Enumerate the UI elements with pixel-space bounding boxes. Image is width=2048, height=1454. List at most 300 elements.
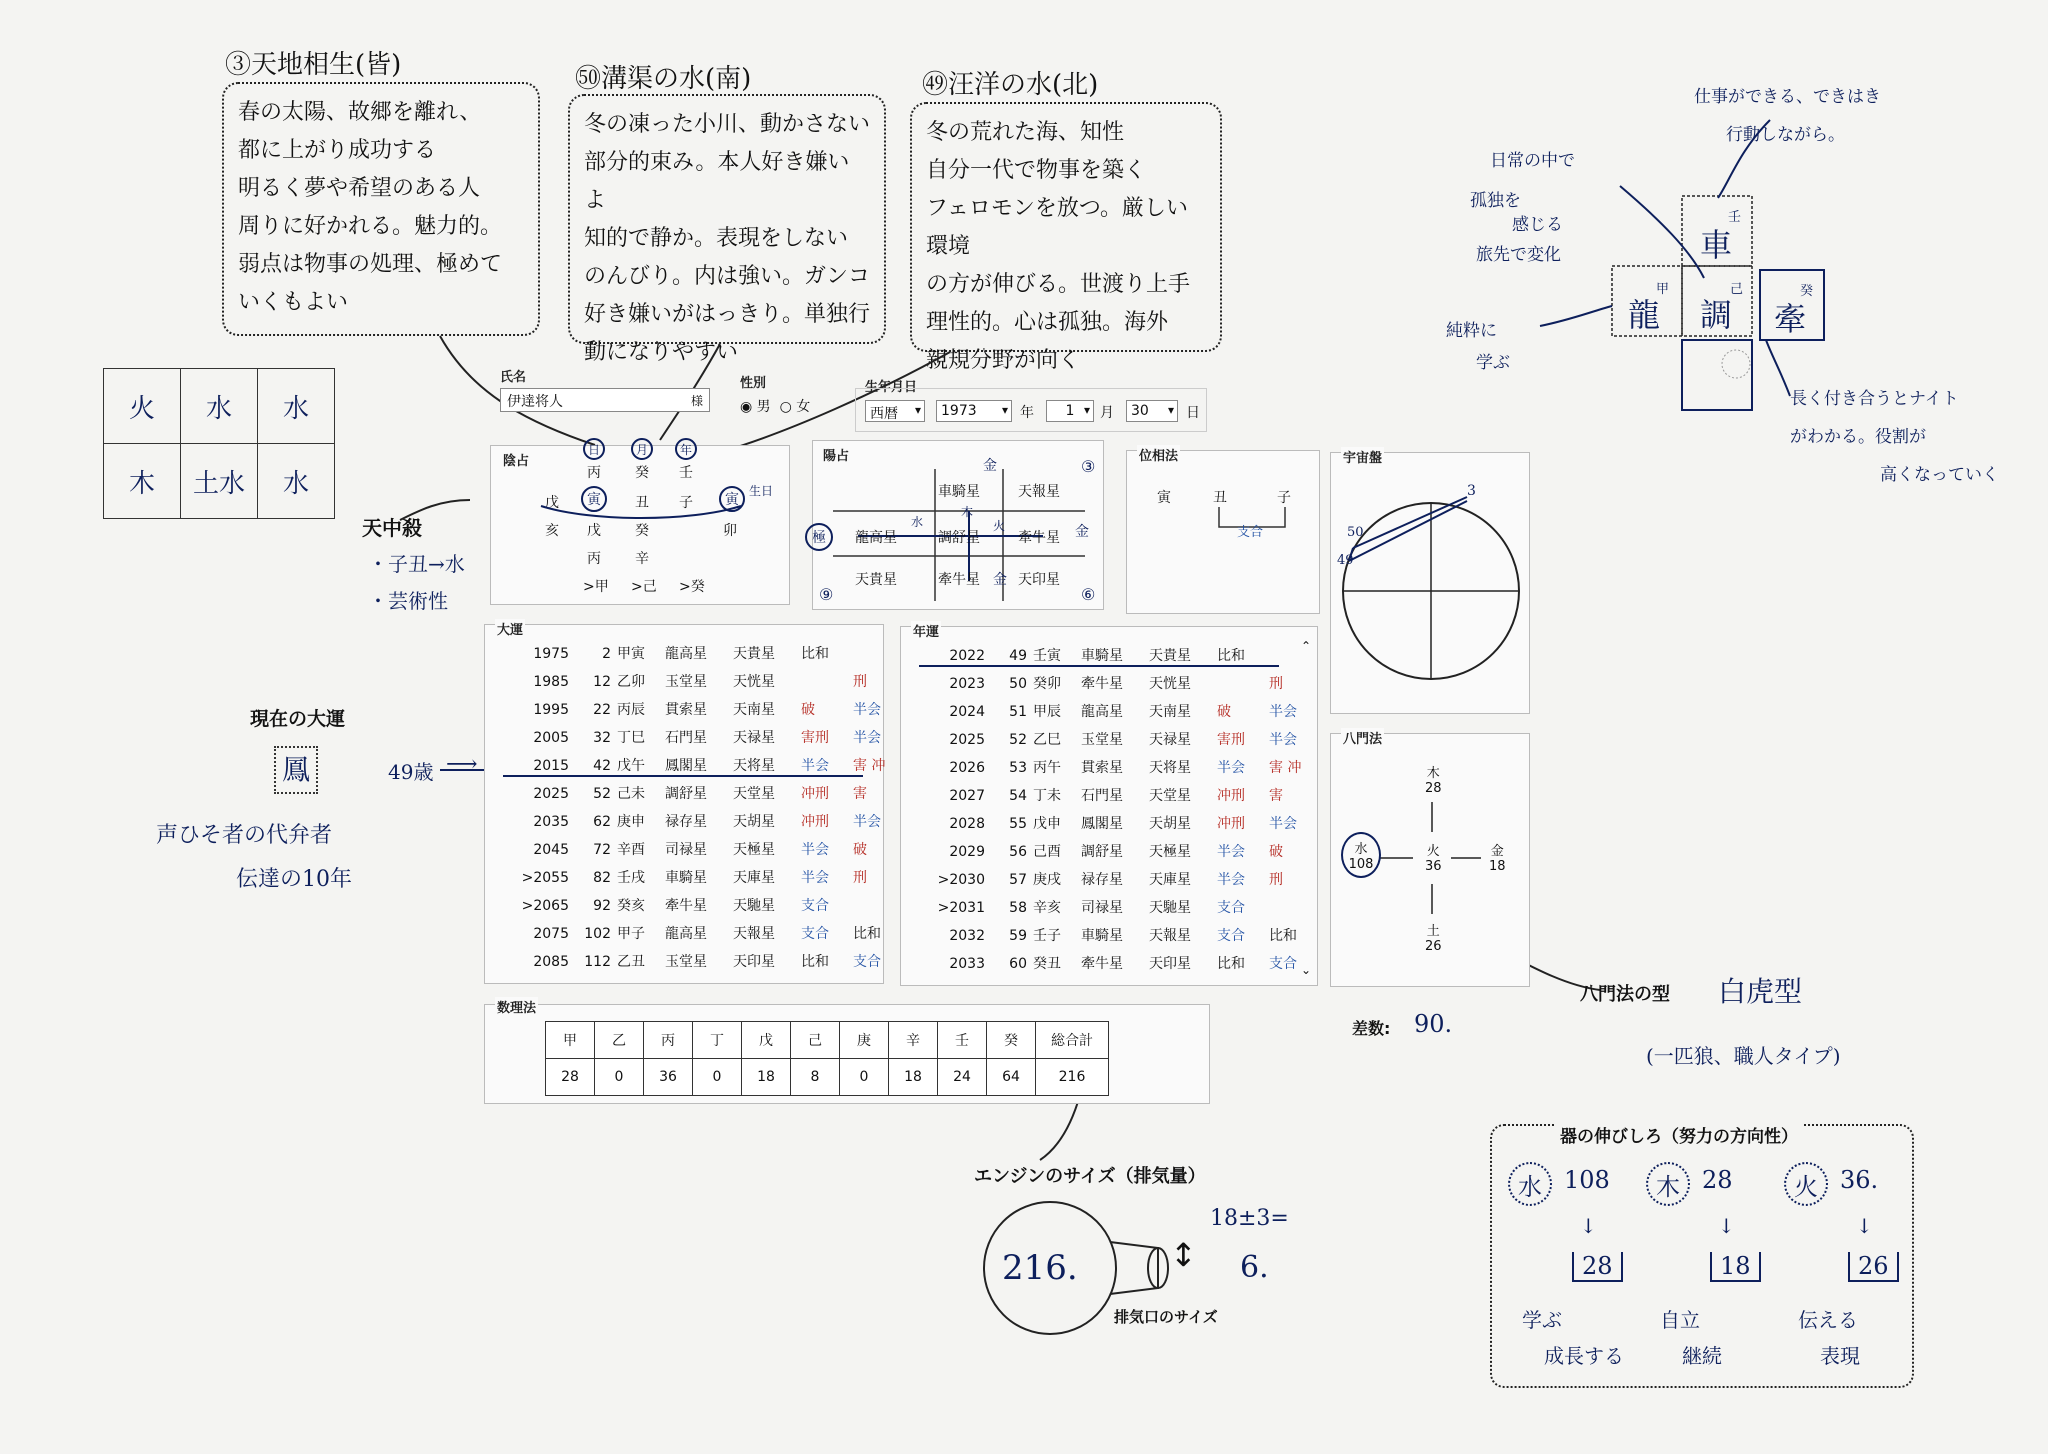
tenchusatsu-title: 天中殺 xyxy=(362,516,422,540)
taiun-year: >2065 xyxy=(521,898,569,914)
arrow-down-icon: ↓ xyxy=(1718,1214,1735,1238)
yosen-cell: 牽牛星 xyxy=(938,572,980,588)
cross-note: 感じる xyxy=(1512,215,1563,235)
sex-male-radio[interactable]: ◉ 男 xyxy=(740,399,771,415)
hachimon-wood: 木 28 xyxy=(1425,766,1442,796)
taiun-r1: 半会 xyxy=(801,842,829,858)
nenun-star1: 牽牛星 xyxy=(1081,956,1123,972)
taiun-star2: 天将星 xyxy=(733,758,775,774)
nenun-scroll-up[interactable]: ⌃ xyxy=(1300,639,1311,653)
taiun-star1: 鳳閣星 xyxy=(665,758,707,774)
grid-cell: 土水 xyxy=(181,444,258,519)
nenun-year: 2023 xyxy=(949,676,985,692)
nenun-r1: 半会 xyxy=(1217,872,1245,888)
cross-center-tag: 己 xyxy=(1730,282,1744,297)
taiun-age: 102 xyxy=(584,926,611,942)
yosen-annot: 水 xyxy=(911,515,924,529)
tenchusatsu-item: ・芸術性 xyxy=(368,589,448,613)
current-taiun-label: 現在の大運 xyxy=(250,708,346,730)
taiun-star1: 司禄星 xyxy=(665,842,707,858)
nenun-star2: 天将星 xyxy=(1149,760,1191,776)
nenun-star2: 天胡星 xyxy=(1149,816,1191,832)
nenun-r2: 半会 xyxy=(1269,732,1297,748)
yosen-cell: 牽牛星 xyxy=(1018,530,1060,546)
current-taiun-desc2: 伝達の10年 xyxy=(236,867,352,892)
cross-note: 日常の中で xyxy=(1490,151,1575,171)
surihou-label: 数理法 xyxy=(495,997,538,1016)
engine-calc1: 18±3= xyxy=(1210,1206,1289,1231)
surihou-head: 丙 xyxy=(644,1022,693,1059)
nenun-star1: 調舒星 xyxy=(1081,844,1123,860)
yosen-mark: ⑥ xyxy=(1081,585,1096,604)
nenun-r2: 害 xyxy=(1269,788,1283,804)
nenun-star2: 天馳星 xyxy=(1149,900,1191,916)
taiun-age: 2 xyxy=(602,646,611,662)
taiun-star2: 天南星 xyxy=(733,702,775,718)
nenun-r2: 半会 xyxy=(1269,816,1297,832)
taiun-age: 92 xyxy=(593,898,611,914)
nenun-kan: 壬寅 xyxy=(1033,648,1061,664)
nenun-star1: 玉堂星 xyxy=(1081,732,1123,748)
taiun-star1: 龍高星 xyxy=(665,926,707,942)
growth-target: 26 xyxy=(1848,1252,1899,1282)
nenun-r1: 冲刑 xyxy=(1217,788,1245,804)
growth-target: 28 xyxy=(1572,1252,1623,1282)
nenun-star2: 天恍星 xyxy=(1149,676,1191,692)
taiun-year: 1995 xyxy=(533,702,569,718)
taiun-r2: 半会 xyxy=(853,702,881,718)
age-note: 49歳 xyxy=(388,760,434,784)
taiun-age: 12 xyxy=(593,674,611,690)
inyo-cell: 壬 xyxy=(679,465,693,481)
inyo-cell: 子 xyxy=(679,495,693,511)
taiun-r2: 害 xyxy=(853,786,867,802)
cross-top-tag: 壬 xyxy=(1728,210,1742,225)
taiun-kan: 庚申 xyxy=(617,814,645,830)
cross-note: 長く付き合うとナイト xyxy=(1790,389,1959,409)
taiun-r2: 刑 xyxy=(853,870,867,886)
nenun-scroll-down[interactable]: ⌄ xyxy=(1300,963,1311,977)
taiun-r2: 破 xyxy=(853,842,867,858)
surihou-head: 戊 xyxy=(742,1022,791,1059)
taiun-kan: 乙卯 xyxy=(617,674,645,690)
yosen-label: 陽占 xyxy=(823,449,850,464)
inyo-cell: 卯 xyxy=(723,523,737,539)
arrow-down-icon: ↓ xyxy=(1580,1214,1597,1238)
nenun-year: >2031 xyxy=(937,900,985,916)
nenun-year: 2024 xyxy=(949,704,985,720)
current-taiun-desc1: 声ひそ者の代弁者 xyxy=(156,823,333,848)
grid-cell: 木 xyxy=(104,444,181,519)
grid-cell: 水 xyxy=(181,369,258,444)
nenun-r1: 半会 xyxy=(1217,760,1245,776)
nenun-r2: 刑 xyxy=(1269,872,1283,888)
nenun-star2: 天庫星 xyxy=(1149,872,1191,888)
nenun-year: 2028 xyxy=(949,816,985,832)
nenun-kan: 壬子 xyxy=(1033,928,1061,944)
nenun-kan: 丁未 xyxy=(1033,788,1061,804)
nenun-r2: 支合 xyxy=(1269,956,1297,972)
taiun-r2: 刑 xyxy=(853,674,867,690)
hachimon-type-sub: (一匹狼、職人タイプ) xyxy=(1646,1044,1841,1068)
hachimon-type-label: 八門法の型 xyxy=(1580,984,1670,1005)
note-2: 冬の凍った小川、動かさない 部分的束み。本人好き嫌いよ 知的で静か。表現をしない のんびり。内は強い。ガンコ 好き嫌いがはっきり。単独行 動になりやすい xyxy=(568,94,886,344)
taiun-year: 1975 xyxy=(533,646,569,662)
nenun-star2: 天報星 xyxy=(1149,928,1191,944)
surihou-value: 18 xyxy=(742,1059,791,1096)
growth-word: 伝える xyxy=(1798,1308,1858,1332)
cross-right: 牽 xyxy=(1774,300,1807,338)
day-select[interactable]: 30 ▾ xyxy=(1126,400,1178,422)
taiun-r2: 半会 xyxy=(853,814,881,830)
taiun-star1: 調舒星 xyxy=(665,786,707,802)
surihou-head: 丁 xyxy=(693,1022,742,1059)
note-1-title: ③天地相生(皆) xyxy=(225,50,402,80)
taiun-year: 2075 xyxy=(533,926,569,942)
arrow-icon: ⟶ xyxy=(446,752,478,777)
inyo-cell: >癸 xyxy=(679,579,705,595)
taiun-r2: 支合 xyxy=(853,954,881,970)
engine-calc2: 6. xyxy=(1240,1250,1269,1285)
growth-word: 表現 xyxy=(1820,1344,1860,1368)
yosen-cell: 龍高星 xyxy=(855,530,897,546)
nenun-label: 年運 xyxy=(911,621,941,640)
isoho-item: 寅 xyxy=(1157,490,1171,506)
tenchusatsu-item: ・子丑→水 xyxy=(368,552,465,576)
taiun-year: 2085 xyxy=(533,954,569,970)
cross-top: 車 xyxy=(1700,226,1733,264)
yosen-cell: 車騎星 xyxy=(938,484,980,500)
nenun-star2: 天貴星 xyxy=(1149,648,1191,664)
nenun-age: 59 xyxy=(1009,928,1027,944)
yosen-annot: 火 xyxy=(993,519,1006,533)
month-select[interactable]: 1 ▾ xyxy=(1046,400,1094,422)
taiun-age: 42 xyxy=(593,758,611,774)
cross-note: 行動しながら。 xyxy=(1726,125,1845,145)
surihou-head: 甲 xyxy=(546,1022,595,1059)
nenun-year: 2022 xyxy=(949,648,985,664)
taiun-r1: 比和 xyxy=(801,646,829,662)
taiun-year: 2005 xyxy=(533,730,569,746)
taiun-age: 32 xyxy=(593,730,611,746)
inyo-cell-circled: 寅 xyxy=(719,486,745,512)
note-3: 冬の荒れた海、知性 自分一代で物事を築く フェロモンを放つ。厳しい環境 の方が伸びる。世渡り上手 理性的。心は孤独。海外 親規分野が向く xyxy=(910,102,1222,352)
taiun-age: 82 xyxy=(593,870,611,886)
nenun-r1: 害刑 xyxy=(1217,732,1245,748)
nenun-kan: 甲辰 xyxy=(1033,704,1061,720)
taiun-year: >2055 xyxy=(521,870,569,886)
inyo-cell: 丙 xyxy=(587,465,601,481)
nenun-age: 52 xyxy=(1009,732,1027,748)
nenun-star2: 天南星 xyxy=(1149,704,1191,720)
taiun-r2: 比和 xyxy=(853,926,881,942)
cross-note: 仕事ができる、できはき xyxy=(1694,87,1881,107)
nenun-age: 56 xyxy=(1009,844,1027,860)
nenun-kan: 辛亥 xyxy=(1033,900,1061,916)
taiun-r1: 冲刑 xyxy=(801,814,829,830)
surihou-head: 乙 xyxy=(595,1022,644,1059)
yosen-mark: ③ xyxy=(1081,457,1096,476)
nenun-star1: 車騎星 xyxy=(1081,928,1123,944)
nenun-age: 55 xyxy=(1009,816,1027,832)
surihou-value: 24 xyxy=(938,1059,987,1096)
taiun-year: 2035 xyxy=(533,814,569,830)
nenun-star1: 石門星 xyxy=(1081,788,1123,804)
month-unit: 月 xyxy=(1100,405,1114,421)
taiun-year: 2025 xyxy=(533,786,569,802)
nenun-r1: 冲刑 xyxy=(1217,816,1245,832)
taiun-star2: 天恍星 xyxy=(733,674,775,690)
nenun-kan: 癸卯 xyxy=(1033,676,1061,692)
nenun-year: 2032 xyxy=(949,928,985,944)
cross-note: 学ぶ xyxy=(1476,353,1510,373)
taiun-age: 112 xyxy=(584,954,611,970)
grid-cell: 火 xyxy=(104,369,181,444)
cross-note: 孤独を xyxy=(1470,191,1521,211)
inyo-cell-circled: 寅 xyxy=(581,486,607,512)
taiun-r1: 破 xyxy=(801,702,815,718)
uchuban-num: 50 xyxy=(1347,525,1364,540)
isoho-item: 子 xyxy=(1277,490,1291,506)
sex-label: 性別 xyxy=(740,376,767,391)
arrow-down-icon: ↓ xyxy=(1856,1214,1873,1238)
nenun-kan: 乙巳 xyxy=(1033,732,1061,748)
taiun-age: 22 xyxy=(593,702,611,718)
taiun-year: 2045 xyxy=(533,842,569,858)
note-1: 春の太陽、故郷を離れ、 都に上がり成功する 明るく夢や希望のある人 周りに好かれる。魅力的。 弱点は物事の処理、極めて いくもよい xyxy=(222,82,540,336)
nenun-age: 54 xyxy=(1009,788,1027,804)
yosen-cell: 調舒星 xyxy=(938,530,980,546)
taiun-kan: 癸亥 xyxy=(617,898,645,914)
taiun-kan: 丙辰 xyxy=(617,702,645,718)
taiun-star1: 玉堂星 xyxy=(665,954,707,970)
nenun-kan: 丙午 xyxy=(1033,760,1061,776)
nenun-r1: 比和 xyxy=(1217,956,1245,972)
nenun-year: 2026 xyxy=(949,760,985,776)
growth-value: 36. xyxy=(1840,1166,1879,1194)
nenun-age: 60 xyxy=(1009,956,1027,972)
taiun-r1: 半会 xyxy=(801,758,829,774)
taiun-r1: 支合 xyxy=(801,926,829,942)
note-3-title: ㊾汪洋の水(北) xyxy=(922,70,1099,100)
nenun-star1: 鳳閣星 xyxy=(1081,816,1123,832)
engine-value: 216. xyxy=(1002,1248,1078,1288)
inyo-cell: >甲 xyxy=(583,579,609,595)
nenun-star2: 天禄星 xyxy=(1149,732,1191,748)
growth-element: 木 xyxy=(1646,1162,1690,1206)
nenun-r1: 比和 xyxy=(1217,648,1245,664)
nenun-r2: 比和 xyxy=(1269,928,1297,944)
nenun-kan: 戊申 xyxy=(1033,816,1061,832)
yosen-annot: 金 xyxy=(1075,524,1089,540)
nenun-year: 2029 xyxy=(949,844,985,860)
engine-title: エンジンのサイズ（排気量） xyxy=(974,1166,1206,1187)
yosen-cell: 天報星 xyxy=(1018,484,1060,500)
taiun-star2: 天庫星 xyxy=(733,870,775,886)
nenun-r2: 破 xyxy=(1269,844,1283,860)
surihou-value: 18 xyxy=(889,1059,938,1096)
taiun-age: 72 xyxy=(593,842,611,858)
cross-note: 高くなっていく xyxy=(1880,465,1999,485)
hachimon-type-value: 白虎型 xyxy=(1718,975,1803,1008)
nenun-star1: 貫索星 xyxy=(1081,760,1123,776)
grid-cell: 水 xyxy=(258,369,335,444)
nenun-r1: 支合 xyxy=(1217,928,1245,944)
inyo-cell: 亥 xyxy=(545,523,559,539)
taiun-kan: 乙丑 xyxy=(617,954,645,970)
taiun-r1: 支合 xyxy=(801,898,829,914)
nenun-star2: 天極星 xyxy=(1149,844,1191,860)
surihou-value: 28 xyxy=(546,1059,595,1096)
taiun-star2: 天胡星 xyxy=(733,814,775,830)
inyo-cell: 癸 xyxy=(635,523,649,539)
taiun-year: 1985 xyxy=(533,674,569,690)
sasu-value: 90. xyxy=(1414,1010,1453,1038)
name-label: 氏名 xyxy=(500,370,527,385)
taiun-r1: 半会 xyxy=(801,870,829,886)
growth-element: 火 xyxy=(1784,1162,1828,1206)
taiun-star1: 禄存星 xyxy=(665,814,707,830)
taiun-kan: 甲寅 xyxy=(617,646,645,662)
surihou-head: 癸 xyxy=(987,1022,1036,1059)
taiun-age: 62 xyxy=(593,814,611,830)
era-select[interactable]: 西暦 ▾ xyxy=(865,400,925,422)
sex-female-radio[interactable]: ○ 女 xyxy=(779,399,811,415)
year-select[interactable]: 1973 ▾ xyxy=(936,400,1012,422)
hachimon-water: 水 108 xyxy=(1341,832,1381,878)
nenun-age: 57 xyxy=(1009,872,1027,888)
nenun-age: 49 xyxy=(1009,648,1027,664)
taiun-kan: 己未 xyxy=(617,786,645,802)
taiun-star1: 車騎星 xyxy=(665,870,707,886)
uchuban-num: 49 xyxy=(1337,553,1354,568)
grid-cell: 水 xyxy=(258,444,335,519)
nenun-age: 50 xyxy=(1009,676,1027,692)
nenun-star1: 司禄星 xyxy=(1081,900,1123,916)
nenun-r1: 破 xyxy=(1217,704,1231,720)
inyo-cell: 辛 xyxy=(635,551,649,567)
growth-word: 学ぶ xyxy=(1522,1308,1562,1332)
taiun-kan: 丁巳 xyxy=(617,730,645,746)
nenun-age: 58 xyxy=(1009,900,1027,916)
cross-note: がわかる。役割が xyxy=(1790,427,1926,447)
taiun-star2: 天極星 xyxy=(733,842,775,858)
cross-right-tag: 癸 xyxy=(1800,284,1814,299)
nenun-star1: 牽牛星 xyxy=(1081,676,1123,692)
taiun-r2: 害 冲 xyxy=(853,758,886,774)
taiun-label: 大運 xyxy=(495,619,525,638)
isoho-label: 位相法 xyxy=(1137,445,1180,464)
nenun-year: 2033 xyxy=(949,956,985,972)
engine-arrow-icon: ↕ xyxy=(1170,1236,1197,1274)
nenun-year: >2030 xyxy=(937,872,985,888)
taiun-star2: 天禄星 xyxy=(733,730,775,746)
taiun-star1: 玉堂星 xyxy=(665,674,707,690)
growth-value: 28 xyxy=(1702,1166,1733,1194)
inyo-label: 陰占 xyxy=(503,454,530,469)
taiun-r1: 比和 xyxy=(801,954,829,970)
growth-title: 器の伸びしろ（努力の方向性） xyxy=(1556,1122,1802,1147)
birth-label: 生年月日 xyxy=(865,380,918,395)
taiun-star2: 天報星 xyxy=(733,926,775,942)
taiun-r1: 冲刑 xyxy=(801,786,829,802)
cross-center: 調 xyxy=(1700,296,1733,334)
inyo-cell: 丑 xyxy=(635,495,649,511)
surihou-head: 己 xyxy=(791,1022,840,1059)
inyo-cell: >己 xyxy=(631,579,657,595)
nenun-star1: 車騎星 xyxy=(1081,648,1123,664)
engine-exhaust: 排気口のサイズ xyxy=(1114,1308,1218,1326)
taiun-r1: 害刑 xyxy=(801,730,829,746)
nenun-star1: 龍高星 xyxy=(1081,704,1123,720)
surihou-head: 庚 xyxy=(840,1022,889,1059)
yosen-cell: 天印星 xyxy=(1018,572,1060,588)
taiun-year: 2015 xyxy=(533,758,569,774)
nenun-r2: 刑 xyxy=(1269,676,1283,692)
taiun-star1: 龍高星 xyxy=(665,646,707,662)
nenun-star2: 天堂星 xyxy=(1149,788,1191,804)
taiun-star1: 牽牛星 xyxy=(665,898,707,914)
day-unit: 日 xyxy=(1186,405,1200,421)
cross-note: 純粋に xyxy=(1446,321,1497,341)
surihou-value: 64 xyxy=(987,1059,1036,1096)
name-suffix: 様 xyxy=(690,394,703,408)
growth-target: 18 xyxy=(1710,1252,1761,1282)
nenun-year: 2027 xyxy=(949,788,985,804)
growth-value: 108 xyxy=(1564,1166,1610,1194)
inyo-cell: 癸 xyxy=(635,465,649,481)
yosen-mark: 極 xyxy=(805,523,833,551)
hachimon-fire: 火 36 xyxy=(1425,844,1442,874)
taiun-kan: 壬戌 xyxy=(617,870,645,886)
nenun-age: 51 xyxy=(1009,704,1027,720)
nenun-star1: 禄存星 xyxy=(1081,872,1123,888)
nenun-year: 2025 xyxy=(949,732,985,748)
taiun-star1: 石門星 xyxy=(665,730,707,746)
isoho-item: 丑 xyxy=(1213,490,1227,506)
isoho-link: 支合 xyxy=(1237,525,1264,540)
inyo-cell: 戊 xyxy=(587,523,601,539)
nenun-kan: 庚戌 xyxy=(1033,872,1061,888)
hachimon-metal: 金 18 xyxy=(1489,844,1506,874)
growth-element: 水 xyxy=(1508,1162,1552,1206)
nenun-r1: 支合 xyxy=(1217,900,1245,916)
surihou-value: 216 xyxy=(1036,1059,1109,1096)
col-mark-year: 年 xyxy=(675,438,697,460)
taiun-star2: 天印星 xyxy=(733,954,775,970)
surihou-head: 辛 xyxy=(889,1022,938,1059)
nenun-age: 53 xyxy=(1009,760,1027,776)
taiun-age: 52 xyxy=(593,786,611,802)
growth-word: 成長する xyxy=(1544,1344,1624,1368)
nenun-kan: 癸丑 xyxy=(1033,956,1061,972)
yosen-annot: 金 xyxy=(993,572,1007,588)
surihou-value: 0 xyxy=(595,1059,644,1096)
taiun-star1: 貫索星 xyxy=(665,702,707,718)
taiun-star2: 天馳星 xyxy=(733,898,775,914)
col-mark-day: 日 xyxy=(583,438,605,460)
hachimon-earth: 土 26 xyxy=(1425,924,1442,954)
year-unit: 年 xyxy=(1020,405,1034,421)
taiun-star2: 天貴星 xyxy=(733,646,775,662)
inyo-cell: 戊 xyxy=(545,495,559,511)
taiun-star2: 天堂星 xyxy=(733,786,775,802)
nenun-r1: 半会 xyxy=(1217,844,1245,860)
growth-word: 継続 xyxy=(1682,1344,1722,1368)
taiun-kan: 辛酉 xyxy=(617,842,645,858)
surihou-value: 8 xyxy=(791,1059,840,1096)
cross-left: 龍 xyxy=(1628,296,1661,334)
